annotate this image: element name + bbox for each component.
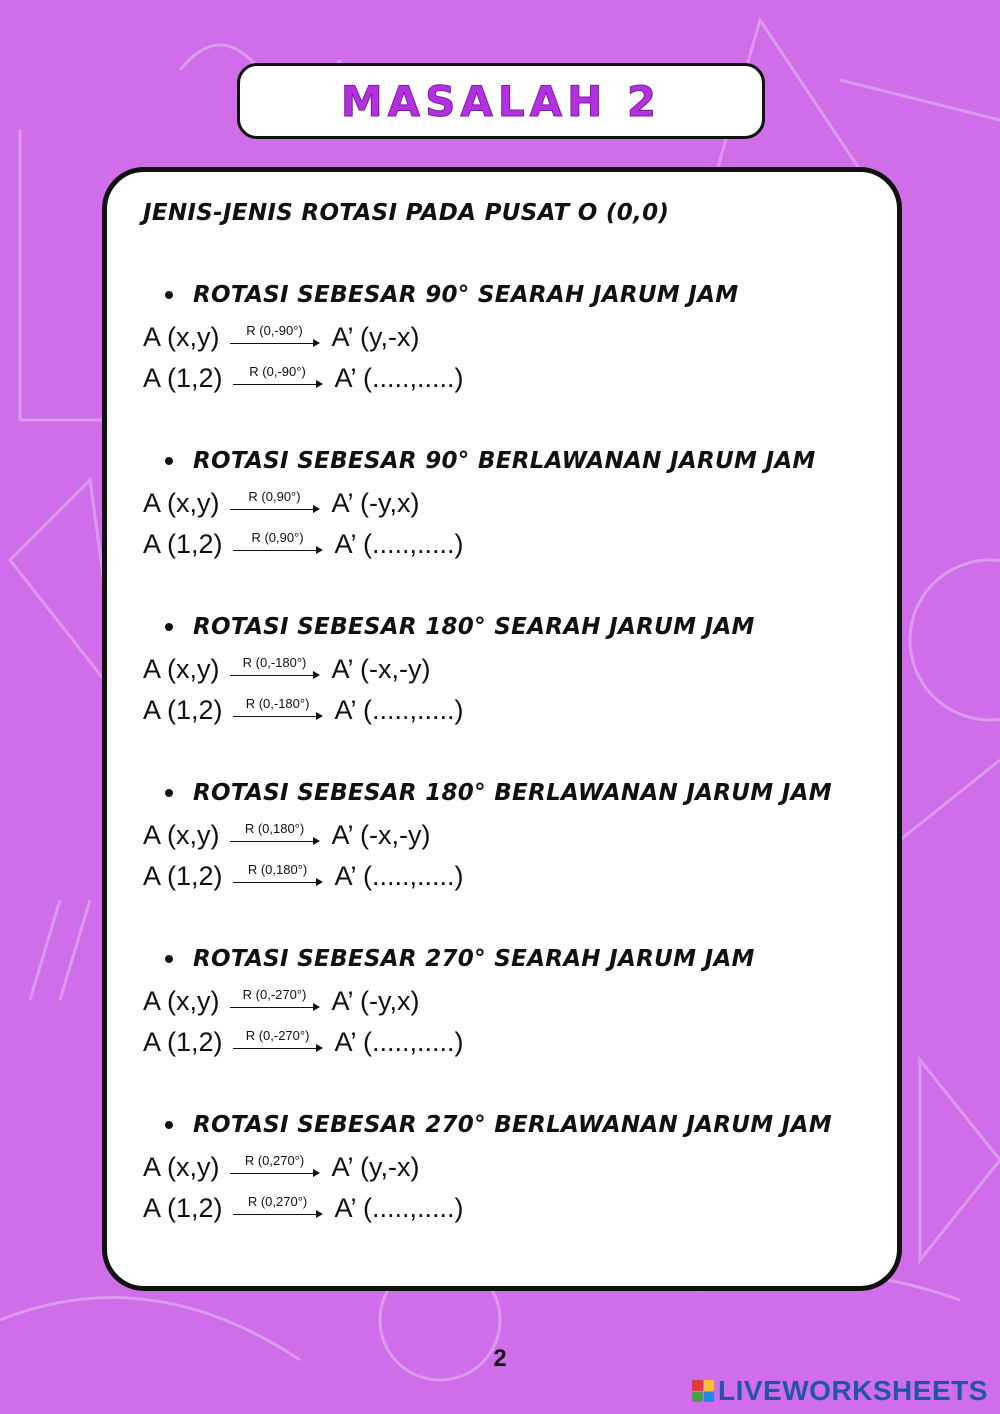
formula-lhs: A (x,y) [143, 820, 220, 850]
bullet-dot-icon [165, 789, 173, 797]
arrow-head-icon [316, 712, 323, 720]
rotation-arrow [233, 862, 323, 892]
brand-name: LIVEWORKSHEETS [718, 1375, 988, 1406]
formula-lhs: A (x,y) [143, 488, 220, 518]
rotation-arrow [230, 655, 320, 685]
arrow-line [233, 550, 317, 552]
formula-lhs: A (1,2) [143, 861, 223, 891]
example-formula [143, 519, 863, 560]
arrow-head-icon [313, 1169, 320, 1177]
rotation-section-90-ccw [143, 444, 863, 560]
content-card [102, 167, 902, 1291]
rotation-arrow [230, 987, 320, 1017]
example-formula [143, 353, 863, 394]
formula-rhs: A’ (-x,-y) [331, 820, 431, 850]
arrow-label: R (0,-180°) [245, 696, 310, 711]
answer-blank[interactable]: A’ (.....,.....) [334, 1027, 464, 1057]
formula-lhs: A (x,y) [143, 986, 220, 1016]
arrow-label: R (0,-180°) [242, 655, 307, 670]
arrow-label: R (0,270°) [247, 1194, 308, 1209]
arrow-line [233, 384, 317, 386]
answer-blank[interactable]: A’ (.....,.....) [334, 695, 464, 725]
arrow-line [233, 716, 317, 718]
rotation-section-90-cw [143, 278, 863, 394]
answer-blank[interactable]: A’ (.....,.....) [334, 529, 464, 559]
example-formula [143, 685, 863, 726]
example-formula [143, 851, 863, 892]
rotation-section-270-ccw [143, 1108, 863, 1224]
bullet-item [165, 444, 863, 478]
bullet-dot-icon [165, 1121, 173, 1129]
formula-lhs: A (1,2) [143, 529, 223, 559]
general-formula [143, 810, 863, 851]
brand-footer[interactable] [692, 1374, 988, 1408]
arrow-line [230, 343, 314, 345]
rotation-arrow [233, 364, 323, 394]
rotation-arrow [233, 696, 323, 726]
arrow-label: R (0,180°) [244, 821, 305, 836]
rotation-arrow [230, 489, 320, 519]
liveworksheets-logo-icon [692, 1380, 714, 1402]
answer-blank[interactable]: A’ (.....,.....) [334, 1193, 464, 1223]
bullet-label: ROTASI SEBESAR 90° BERLAWANAN JARUM JAM [193, 448, 816, 474]
arrow-line [230, 841, 314, 843]
bullet-label: ROTASI SEBESAR 180° SEARAH JARUM JAM [193, 614, 755, 640]
arrow-head-icon [313, 837, 320, 845]
bullet-label: ROTASI SEBESAR 270° BERLAWANAN JARUM JAM [193, 1112, 832, 1138]
arrow-label: R (0,90°) [248, 489, 301, 504]
example-formula [143, 1017, 863, 1058]
general-formula [143, 478, 863, 519]
answer-blank[interactable]: A’ (.....,.....) [334, 363, 464, 393]
arrow-head-icon [316, 1210, 323, 1218]
general-formula [143, 1142, 863, 1183]
formula-lhs: A (1,2) [143, 1193, 223, 1223]
title-banner [237, 63, 765, 139]
arrow-line [230, 1007, 314, 1009]
arrow-label: R (0,-270°) [245, 1028, 310, 1043]
arrow-label: R (0,180°) [247, 862, 308, 877]
arrow-label: R (0,-90°) [246, 323, 303, 338]
bullet-item [165, 776, 863, 810]
bullet-label: ROTASI SEBESAR 270° SEARAH JARUM JAM [193, 946, 755, 972]
arrow-head-icon [316, 380, 323, 388]
bullet-dot-icon [165, 457, 173, 465]
bullet-dot-icon [165, 955, 173, 963]
bullet-dot-icon [165, 623, 173, 631]
arrow-head-icon [316, 878, 323, 886]
general-formula [143, 312, 863, 353]
bullet-item [165, 610, 863, 644]
bullet-item [165, 1108, 863, 1142]
rotation-arrow [230, 1153, 320, 1183]
section-heading: JENIS-JENIS ROTASI PADA PUSAT O (0,0) [143, 200, 670, 226]
arrow-head-icon [316, 1044, 323, 1052]
answer-blank[interactable]: A’ (.....,.....) [334, 861, 464, 891]
arrow-line [233, 1214, 317, 1216]
rotation-arrow [230, 821, 320, 851]
formula-rhs: A’ (-y,x) [331, 488, 420, 518]
formula-rhs: A’ (-y,x) [331, 986, 420, 1016]
example-formula [143, 1183, 863, 1224]
rotation-section-180-cw [143, 610, 863, 726]
bullet-label: ROTASI SEBESAR 90° SEARAH JARUM JAM [193, 282, 739, 308]
formula-lhs: A (1,2) [143, 1027, 223, 1057]
formula-lhs: A (1,2) [143, 363, 223, 393]
formula-rhs: A’ (-x,-y) [331, 654, 431, 684]
formula-lhs: A (x,y) [143, 322, 220, 352]
page-number: 2 [493, 1345, 507, 1372]
arrow-line [230, 509, 314, 511]
arrow-label: R (0,270°) [244, 1153, 305, 1168]
formula-lhs: A (1,2) [143, 695, 223, 725]
arrow-line [230, 675, 314, 677]
arrow-head-icon [316, 546, 323, 554]
bullet-item [165, 942, 863, 976]
arrow-label: R (0,90°) [251, 530, 304, 545]
bullet-dot-icon [165, 291, 173, 299]
formula-lhs: A (x,y) [143, 1152, 220, 1182]
rotation-arrow [230, 323, 320, 353]
formula-lhs: A (x,y) [143, 654, 220, 684]
arrow-head-icon [313, 1003, 320, 1011]
arrow-label: R (0,-90°) [249, 364, 306, 379]
arrow-head-icon [313, 505, 320, 513]
bullet-label: ROTASI SEBESAR 180° BERLAWANAN JARUM JAM [193, 780, 832, 806]
rotation-arrow [233, 1194, 323, 1224]
rotation-section-180-ccw [143, 776, 863, 892]
arrow-label: R (0,-270°) [242, 987, 307, 1002]
rotation-section-270-cw [143, 942, 863, 1058]
arrow-head-icon [313, 671, 320, 679]
general-formula [143, 644, 863, 685]
formula-rhs: A’ (y,-x) [331, 1152, 420, 1182]
arrow-line [233, 1048, 317, 1050]
arrow-line [230, 1173, 314, 1175]
rotation-arrow [233, 1028, 323, 1058]
bullet-item [165, 278, 863, 312]
arrow-line [233, 882, 317, 884]
page-title: MASALAH 2 [340, 76, 662, 126]
arrow-head-icon [313, 339, 320, 347]
general-formula [143, 976, 863, 1017]
rotation-arrow [233, 530, 323, 560]
formula-rhs: A’ (y,-x) [331, 322, 420, 352]
